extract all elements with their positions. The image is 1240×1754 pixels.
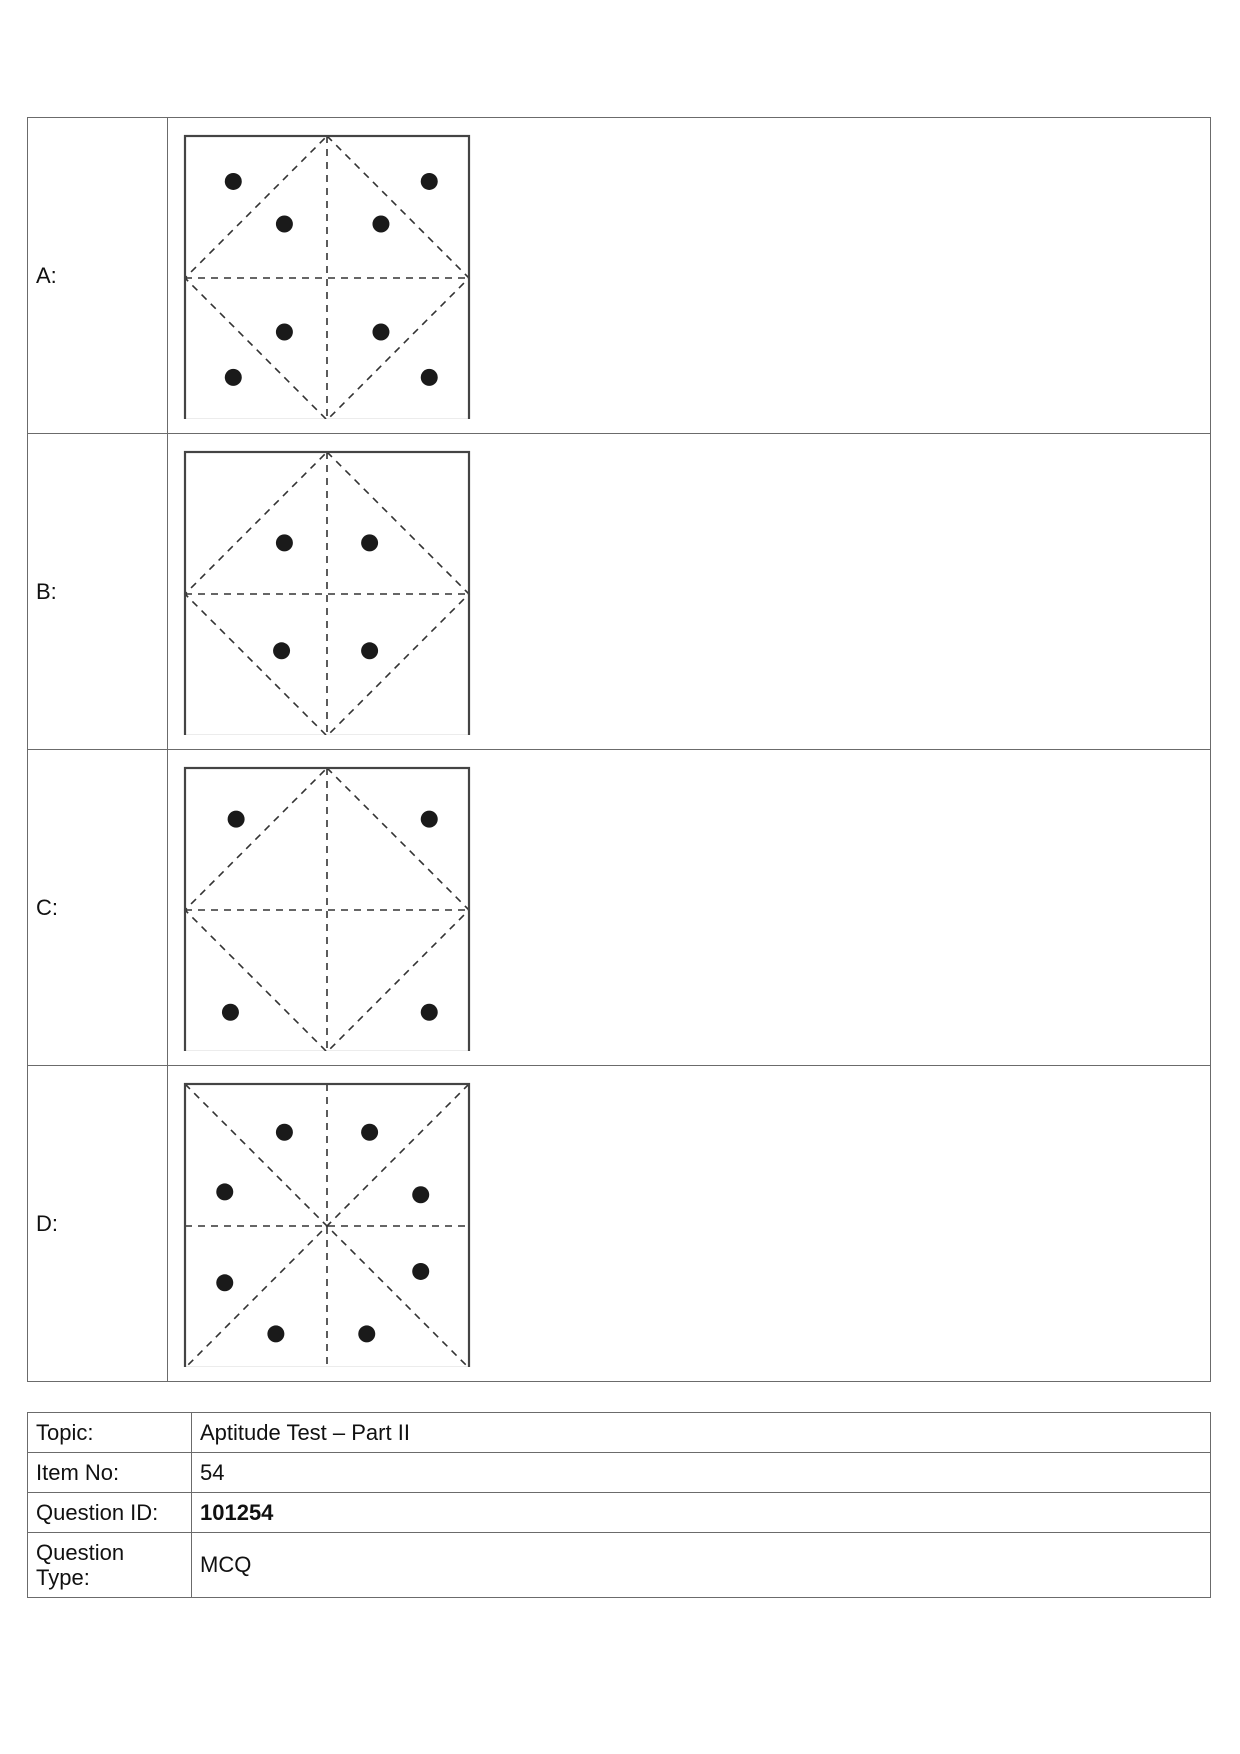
- meta-key: Question ID:: [28, 1493, 192, 1533]
- dot: [276, 1123, 293, 1140]
- option-figure-cell: [168, 1066, 1211, 1382]
- meta-row-topic: [28, 1413, 1211, 1453]
- option-row-a: [28, 118, 1211, 434]
- dot: [267, 1325, 284, 1342]
- dot: [412, 1262, 429, 1279]
- option-figure-cell: [168, 750, 1211, 1066]
- dot: [225, 368, 242, 385]
- option-row-d: [28, 1066, 1211, 1382]
- dot: [276, 534, 293, 551]
- meta-value: 54: [192, 1453, 1211, 1493]
- meta-key: Topic:: [28, 1413, 192, 1453]
- option-figure-cell: [168, 434, 1211, 750]
- option-label: C:: [28, 750, 168, 1066]
- dot: [222, 1003, 239, 1020]
- meta-value: 101254: [192, 1493, 1211, 1533]
- option-row-c: [28, 750, 1211, 1066]
- option-d-figure: [182, 1081, 472, 1367]
- dot: [421, 810, 438, 827]
- option-figure-cell: [168, 118, 1211, 434]
- dot: [225, 172, 242, 189]
- meta-value: MCQ: [192, 1533, 1211, 1598]
- dot: [276, 215, 293, 232]
- meta-row-item: [28, 1453, 1211, 1493]
- dot: [361, 1123, 378, 1140]
- question-meta-table: [27, 1412, 1211, 1598]
- option-label: D:: [28, 1066, 168, 1382]
- option-label: B:: [28, 434, 168, 750]
- dot: [216, 1274, 233, 1291]
- meta-key: Item No:: [28, 1453, 192, 1493]
- option-a-figure: [182, 133, 472, 419]
- dot: [228, 810, 245, 827]
- dot: [372, 323, 389, 340]
- meta-value: Aptitude Test – Part II: [192, 1413, 1211, 1453]
- dot: [421, 172, 438, 189]
- dot: [216, 1183, 233, 1200]
- dot: [361, 642, 378, 659]
- option-row-b: [28, 434, 1211, 750]
- meta-row-qid: [28, 1493, 1211, 1533]
- option-c-figure: [182, 765, 472, 1051]
- dot: [421, 1003, 438, 1020]
- meta-row-qtype: [28, 1533, 1211, 1598]
- option-b-figure: [182, 449, 472, 735]
- dot: [358, 1325, 375, 1342]
- options-table: [27, 117, 1211, 1382]
- dot: [421, 368, 438, 385]
- dot: [372, 215, 389, 232]
- dot: [273, 642, 290, 659]
- meta-key: Question Type:: [28, 1533, 192, 1598]
- dot: [361, 534, 378, 551]
- dot: [412, 1186, 429, 1203]
- option-label: A:: [28, 118, 168, 434]
- dot: [276, 323, 293, 340]
